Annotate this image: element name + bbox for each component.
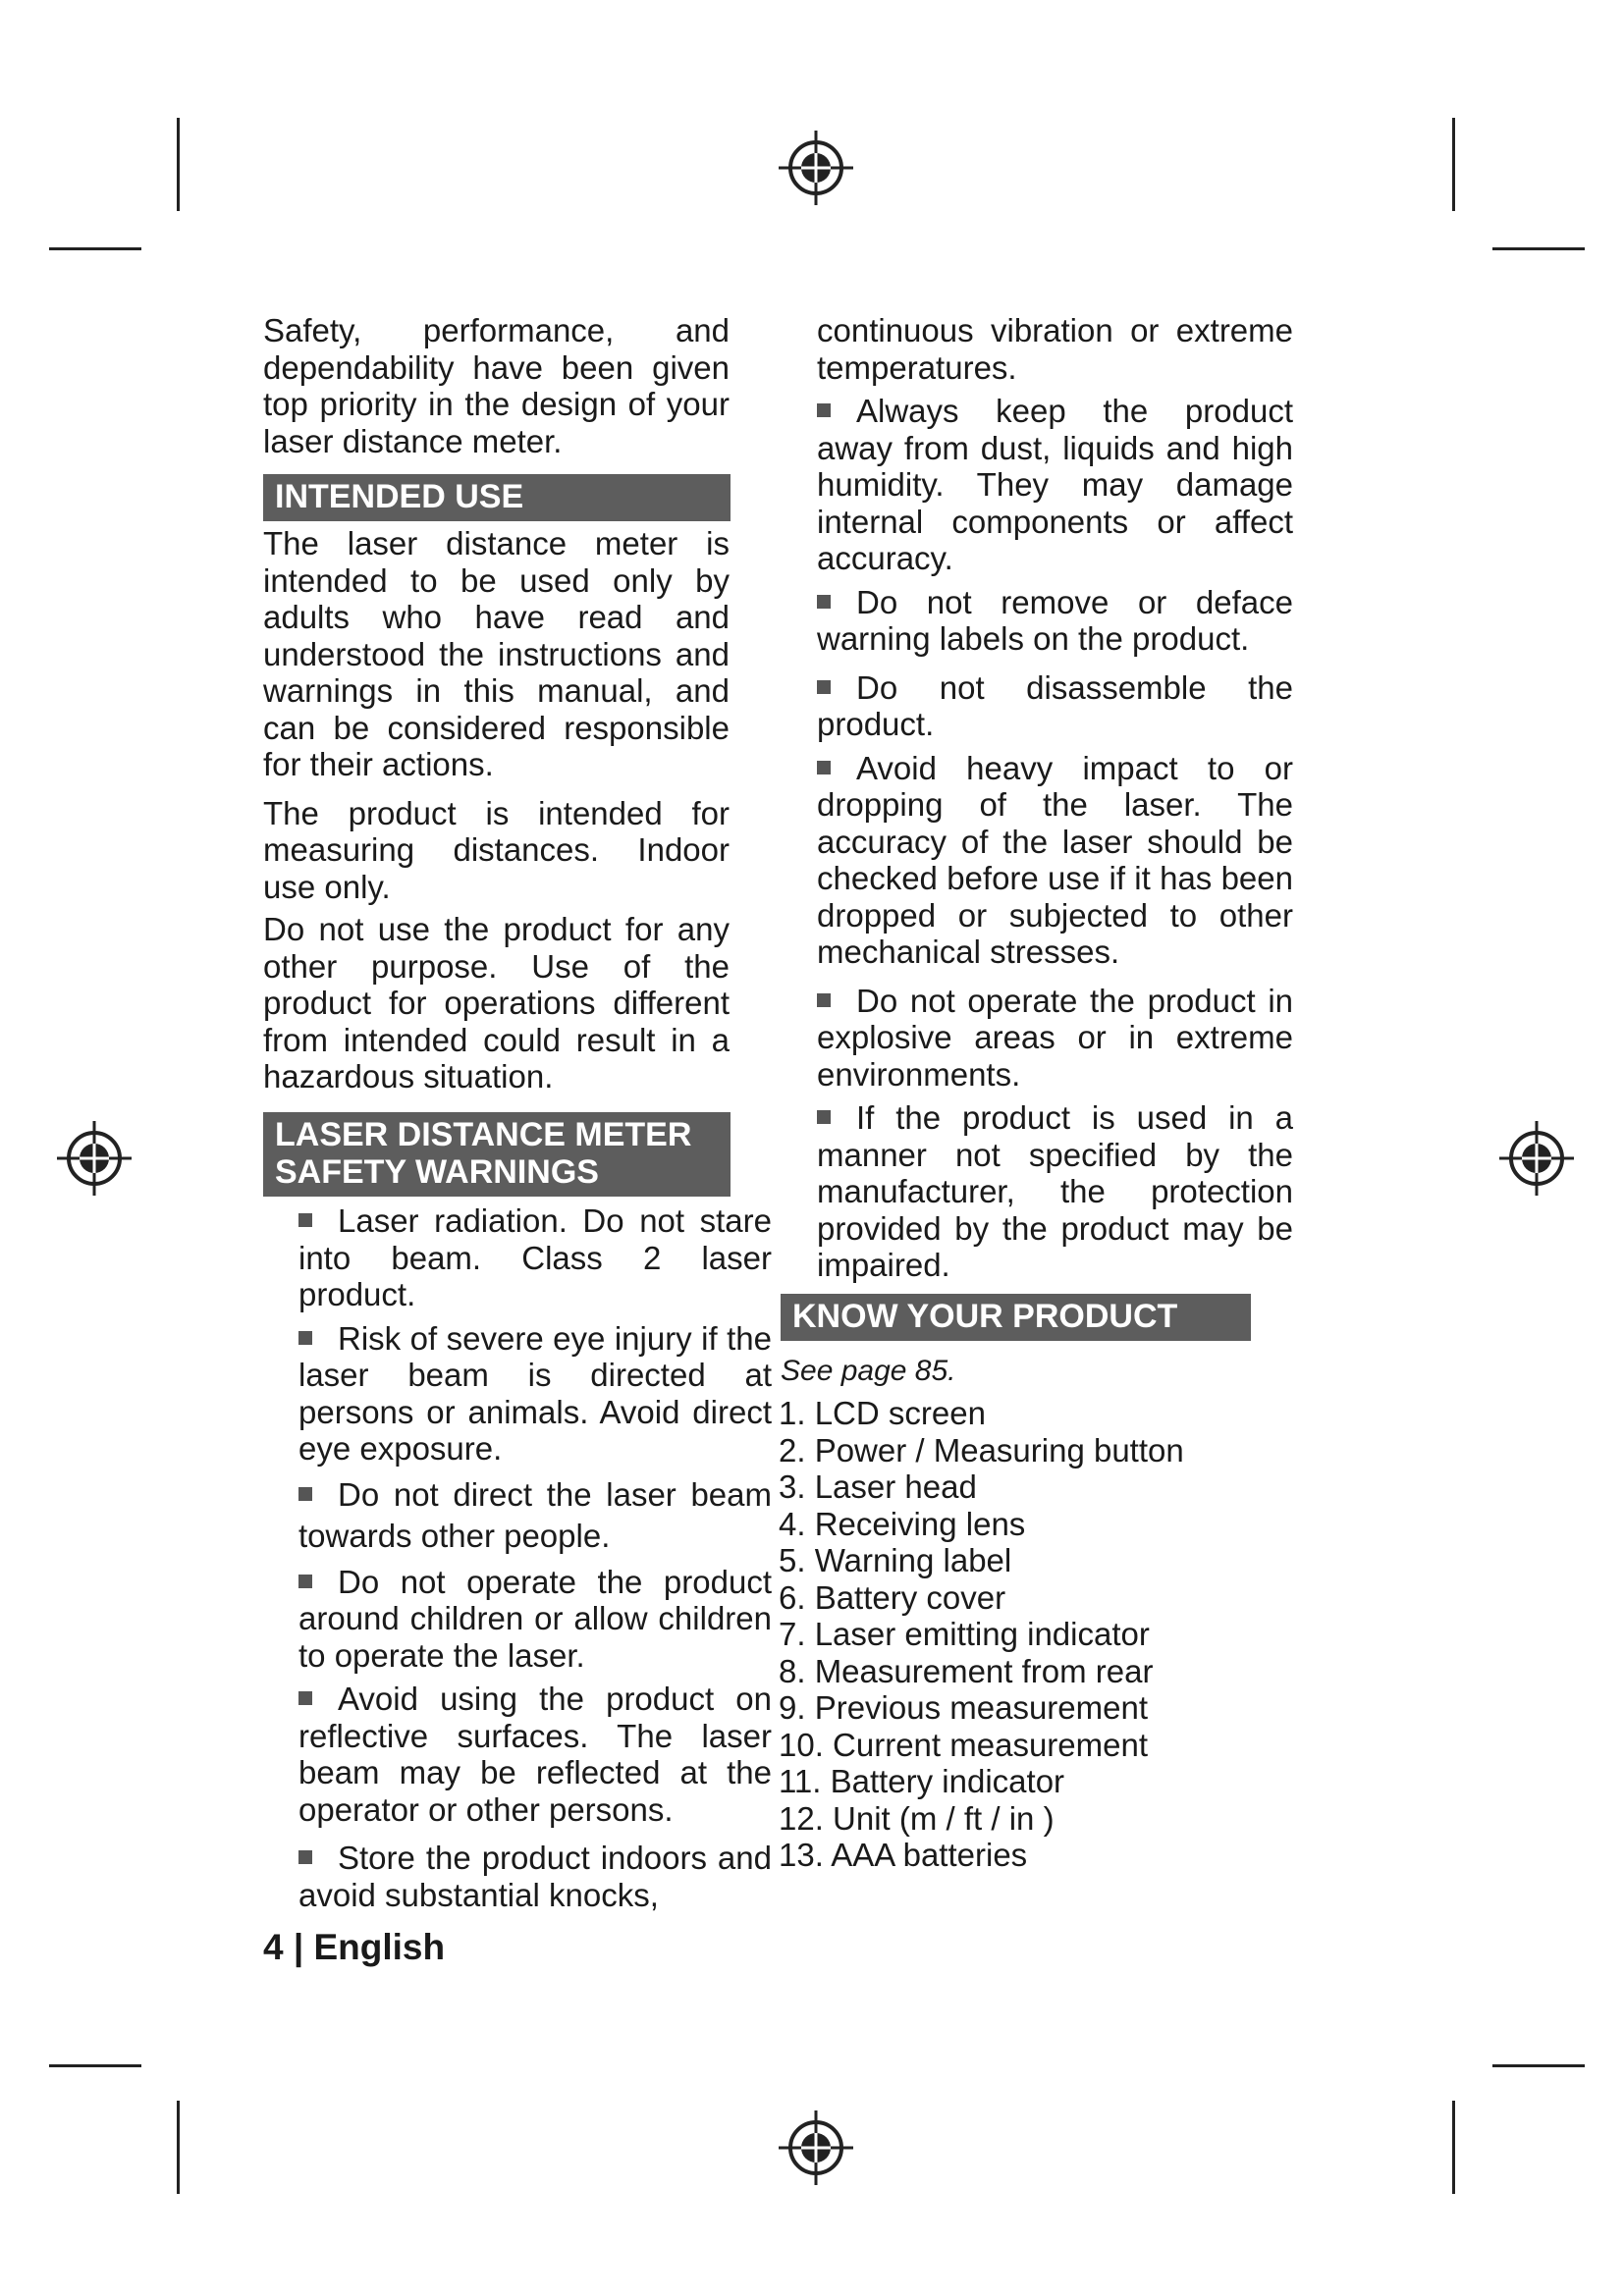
crop-mark <box>49 2064 141 2067</box>
warning-item: Risk of severe eye injury if the laser beam is directed at persons or animals. Avoid direct eye exposure. <box>298 1319 772 1467</box>
intended-use-paragraph: Do not use the product for any other purpose. Use of the product for operations different from intended could result in a hazardous situation. <box>263 911 730 1095</box>
bullet-square-icon <box>817 761 831 774</box>
page-footer: 4 | English <box>263 1927 446 1967</box>
intended-use-text <box>263 525 730 1095</box>
warning-item: Store the product indoors and avoid substantial knocks, <box>298 1840 772 1913</box>
list-item: 2. Power / Measuring button <box>779 1431 1184 1468</box>
warning-item: Laser radiation. Do not stare into beam. Class 2 laser product. <box>298 1202 772 1312</box>
warning-item: Do not disassemble the product. <box>817 668 1293 742</box>
list-item: 7. Laser emitting indicator <box>779 1616 1150 1652</box>
bullet-square-icon <box>298 1487 312 1501</box>
intended-use-heading: INTENDED USE <box>263 474 731 521</box>
know-your-product-heading: KNOW YOUR PRODUCT <box>781 1294 1251 1341</box>
parts-list <box>779 1395 1270 1874</box>
crop-mark <box>49 247 141 250</box>
warning-item: Do not remove or deface warning labels on the product. <box>817 583 1293 657</box>
warning-item: Avoid heavy impact to or dropping of the laser. The accuracy of the laser should be checked before use if it has been dropped or subjected to other mechanical stresses. <box>817 749 1293 970</box>
bullet-square-icon <box>298 1575 312 1588</box>
list-item: 1. LCD screen <box>779 1395 986 1431</box>
warning-item: Avoid using the product on reflective surfaces. The laser beam may be reflected at the operator or other persons. <box>298 1681 772 1828</box>
bullet-square-icon <box>817 595 831 609</box>
list-item: 13. AAA batteries <box>779 1837 1028 1873</box>
list-item: 9. Previous measurement <box>779 1689 1149 1726</box>
crop-mark <box>1452 118 1455 211</box>
crop-mark <box>1492 247 1585 250</box>
crop-mark <box>177 118 180 211</box>
list-item: 6. Battery cover <box>779 1578 1006 1616</box>
warning-item: Do not operate the product around children or allow children to operate the laser. <box>298 1563 772 1674</box>
registration-mark-icon <box>1499 1121 1574 1196</box>
registration-mark-icon <box>779 131 853 205</box>
warning-item: Do not operate the product in explosive areas or in extreme environments. <box>817 982 1293 1093</box>
bullet-square-icon <box>298 1850 312 1864</box>
warning-item: Always keep the product away from dust, liquids and high humidity. They may damage internal components or affect accuracy. <box>817 393 1293 576</box>
warning-item: If the product is used in a manner not specified by the manufacturer, the protection provided by the product may be impaired. <box>817 1099 1293 1283</box>
bullet-square-icon <box>298 1213 312 1227</box>
see-page-note: See page 85. <box>781 1355 956 1387</box>
list-item: 10. Current measurement <box>779 1726 1149 1763</box>
right-column-continued: continuous vibration or extreme temperatures. Always keep the product away from dust, liquids and high humidity. They may damage internal components or affect accuracy. Do not remove or deface warning labels on the product. Do not disassemble the product. Avoid heavy impact to or dropping of the laser. The accuracy of the laser should be checked before use if it has been dropped or subjected to other mechanical stresses. Do not operate the product in explosive areas or in extreme environments. If the product is used in a manner not specified by the manufacturer, the protection provided by the product may be impaired. <box>817 312 1293 1283</box>
intended-use-paragraph: The product is intended for measuring distances. Indoor use only. <box>263 794 730 905</box>
crop-mark <box>177 2101 180 2194</box>
bullet-square-icon <box>817 403 831 417</box>
list-item: 8. Measurement from rear <box>779 1652 1154 1689</box>
warning-item: Do not direct the laser beam towards other people. <box>298 1475 772 1554</box>
list-item: 12. Unit (m / ft / in ) <box>779 1799 1055 1837</box>
list-item: 5. Warning label <box>779 1542 1012 1578</box>
list-item: 4. Receiving lens <box>779 1505 1026 1542</box>
intro-paragraph: Safety, performance, and dependability have been given top priority in the design of your laser distance meter. <box>263 312 730 459</box>
bullet-square-icon <box>817 680 831 694</box>
safety-heading-line: LASER DISTANCE METER <box>275 1116 692 1153</box>
bullet-square-icon <box>817 1110 831 1124</box>
intended-use-paragraph: The laser distance meter is intended to be used only by adults who have read and understood the instructions and warnings in this manual, and can be considered responsible for their actions. <box>263 525 730 782</box>
safety-heading-line: SAFETY WARNINGS <box>275 1153 599 1191</box>
left-warnings-list <box>298 1202 772 1913</box>
registration-mark-icon <box>57 1121 132 1196</box>
crop-mark <box>1452 2101 1455 2194</box>
bullet-square-icon <box>298 1691 312 1705</box>
bullet-square-icon <box>298 1331 312 1345</box>
list-item: 3. Laser head <box>779 1468 977 1505</box>
bullet-square-icon <box>817 993 831 1007</box>
registration-mark-icon <box>779 2110 853 2185</box>
list-item: 11. Battery indicator <box>779 1763 1065 1799</box>
crop-mark <box>1492 2064 1585 2067</box>
safety-warnings-heading <box>263 1112 731 1197</box>
